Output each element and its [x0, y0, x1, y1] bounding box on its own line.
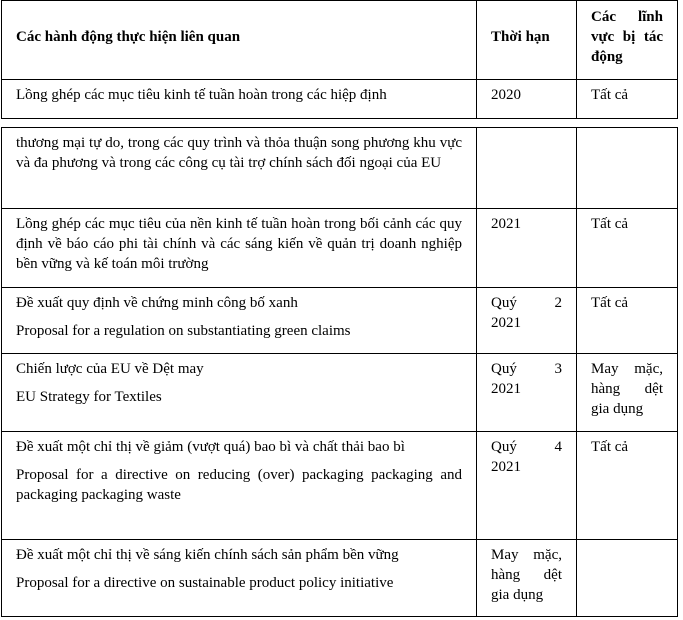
deadline-cell — [477, 128, 577, 209]
scope-cell — [577, 128, 678, 209]
action-vi: Chiến lược của EU về Dệt may — [16, 361, 204, 377]
actions-table-top — [1, 0, 678, 119]
action-cell: Lồng ghép các mục tiêu của nền kinh tế tuần hoàn trong bối cảnh các quy định về báo cáo phi tài chính và các sáng kiến về quản trị doanh nghiệp bền vững và kế toán môi trường — [2, 209, 477, 288]
action-en: Proposal for a directive on sustainable product policy initiative — [16, 575, 394, 591]
scope-cell: Tất cả — [577, 432, 678, 540]
action-vi: Đề xuất một chỉ thị về giảm (vượt quá) bao bì và chất thải bao bì — [16, 439, 405, 455]
table-row — [2, 540, 678, 617]
scope-cell: Tất cả — [577, 288, 678, 354]
table-row — [2, 432, 678, 540]
deadline-cell: 2021 — [477, 209, 577, 288]
header-scope — [577, 1, 678, 80]
deadline-cell: Quý 4 2021 — [477, 432, 577, 540]
action-en: Proposal for a regulation on substantiating green claims — [16, 323, 351, 339]
header-row — [2, 1, 678, 80]
action-en: EU Strategy for Textiles — [16, 389, 162, 405]
action-cell: Lồng ghép các mục tiêu kinh tế tuần hoàn trong các hiệp định — [2, 80, 477, 119]
deadline-cell: Quý 2 2021 — [477, 288, 577, 354]
table-row — [2, 354, 678, 432]
action-cell — [2, 540, 477, 617]
deadline-cell: 2020 — [477, 80, 577, 119]
action-cell: thương mại tự do, trong các quy trình và thỏa thuận song phương khu vực và đa phương và trong các công cụ tài trợ chính sách đối ngoại của EU — [2, 128, 477, 209]
table-row — [2, 288, 678, 354]
actions-table-continued — [1, 127, 678, 617]
action-cell — [2, 354, 477, 432]
table-row — [2, 209, 678, 288]
scope-cell: Tất cả — [577, 80, 678, 119]
scope-cell: Tất cả — [577, 209, 678, 288]
table-row — [2, 128, 678, 209]
header-deadline: Thời hạn — [477, 1, 577, 80]
header-actions: Các hành động thực hiện liên quan — [2, 1, 477, 80]
scope-cell — [577, 540, 678, 617]
header-scope-text: Các lĩnh vực bị tác động — [591, 9, 663, 65]
deadline-cell: May mặc, hàng dệt gia dụng — [477, 540, 577, 617]
table-row — [2, 80, 678, 119]
action-vi: Đề xuất một chỉ thị về sáng kiến chính sách sản phẩm bền vững — [16, 547, 399, 563]
action-cell — [2, 432, 477, 540]
scope-cell: May mặc, hàng dệt gia dụng — [577, 354, 678, 432]
action-vi: Đề xuất quy định về chứng minh công bố xanh — [16, 295, 298, 311]
action-cell — [2, 288, 477, 354]
action-en: Proposal for a directive on reducing (over) packaging packaging and packaging packaging waste — [16, 467, 462, 503]
deadline-cell: Quý 3 2021 — [477, 354, 577, 432]
